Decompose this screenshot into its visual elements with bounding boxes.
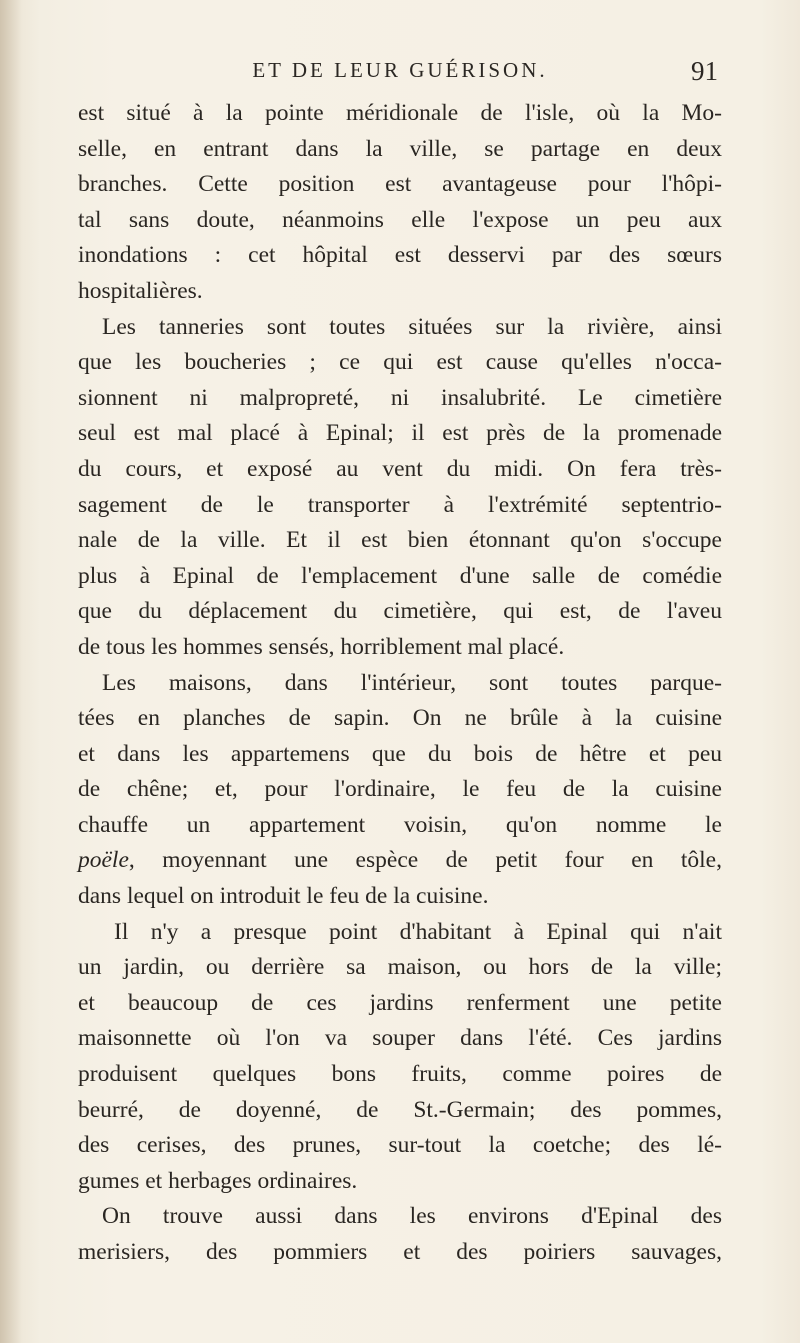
text-line: poële, moyennant une espèce de petit four en tôle,: [78, 847, 722, 874]
text-line: tal sans doute, néanmoins elle l'expose un peu aux: [78, 206, 722, 233]
text-line: produisent quelques bons fruits, comme poires de: [78, 1061, 722, 1088]
running-head: ET DE LEUR GUÉRISON.: [252, 58, 548, 82]
text-line: plus à Epinal de l'emplacement d'une salle de comédie: [78, 562, 722, 589]
text-line: est situé à la pointe méridionale de l'isle, où la Mo-: [78, 100, 722, 126]
text-line: de chêne; et, pour l'ordinaire, le feu de la cuisine: [78, 776, 722, 803]
text-line: maisonnette où l'on va souper dans l'été. Ces jardins: [78, 1025, 722, 1052]
text-line: hospitalières.: [78, 277, 203, 304]
text-line: tées en planches de sapin. On ne brûle à la cuisine: [78, 705, 722, 732]
text-line: dans lequel on introduit le feu de la cuisine.: [78, 883, 489, 910]
text-line: que les boucheries ; ce qui est cause qu'elles n'occa-: [78, 349, 722, 376]
text-line: du cours, et exposé au vent du midi. On fera très-: [78, 455, 722, 482]
text-line: et dans les appartemens que du bois de hêtre et peu: [78, 740, 722, 767]
text-line: sionnent ni malpropreté, ni insalubrité. Le cimetière: [78, 384, 722, 411]
body-text: [78, 96, 722, 1271]
text-line: un jardin, ou derrière sa maison, ou hors de la ville;: [78, 954, 722, 981]
text-line: On trouve aussi dans les environs d'Epinal des: [102, 1203, 722, 1230]
text-line: Les maisons, dans l'intérieur, sont toutes parque-: [102, 669, 722, 696]
text-line: beurré, de doyenné, de St.-Germain; des pommes,: [78, 1096, 722, 1123]
text-line: Les tanneries sont toutes situées sur la rivière, ainsi: [102, 313, 722, 340]
text-line: inondations : cet hôpital est desservi par des sœurs: [78, 242, 722, 269]
binding-shadow: [0, 0, 22, 1343]
text-line: nale de la ville. Et il est bien étonnant qu'on s'occupe: [78, 527, 722, 554]
text-line: selle, en entrant dans la ville, se partage en deux: [78, 135, 722, 162]
text-line: des cerises, des prunes, sur-tout la coetche; des lé-: [78, 1132, 722, 1159]
text-line: gumes et herbages ordinaires.: [78, 1167, 358, 1194]
text-line: sagement de le transporter à l'extrémité septentrio-: [78, 491, 722, 518]
text-line: seul est mal placé à Epinal; il est près de la promenade: [78, 420, 722, 447]
text-line: chauffe un appartement voisin, qu'on nomme le: [78, 811, 722, 838]
text-line: de tous les hommes sensés, horriblement mal placé.: [78, 633, 565, 660]
text-line: branches. Cette position est avantageuse pour l'hôpi-: [78, 171, 722, 198]
text-line: et beaucoup de ces jardins renferment une petite: [78, 989, 722, 1016]
text-line: que du déplacement du cimetière, qui est, de l'aveu: [78, 598, 722, 625]
italic-word: poële: [78, 847, 129, 874]
text-line: merisiers, des pommiers et des poiriers sauvages,: [78, 1239, 722, 1265]
page-header: [80, 50, 720, 90]
text-line: Il n'y a presque point d'habitant à Epinal qui n'ait: [114, 918, 722, 945]
page-number: 91: [691, 56, 718, 86]
